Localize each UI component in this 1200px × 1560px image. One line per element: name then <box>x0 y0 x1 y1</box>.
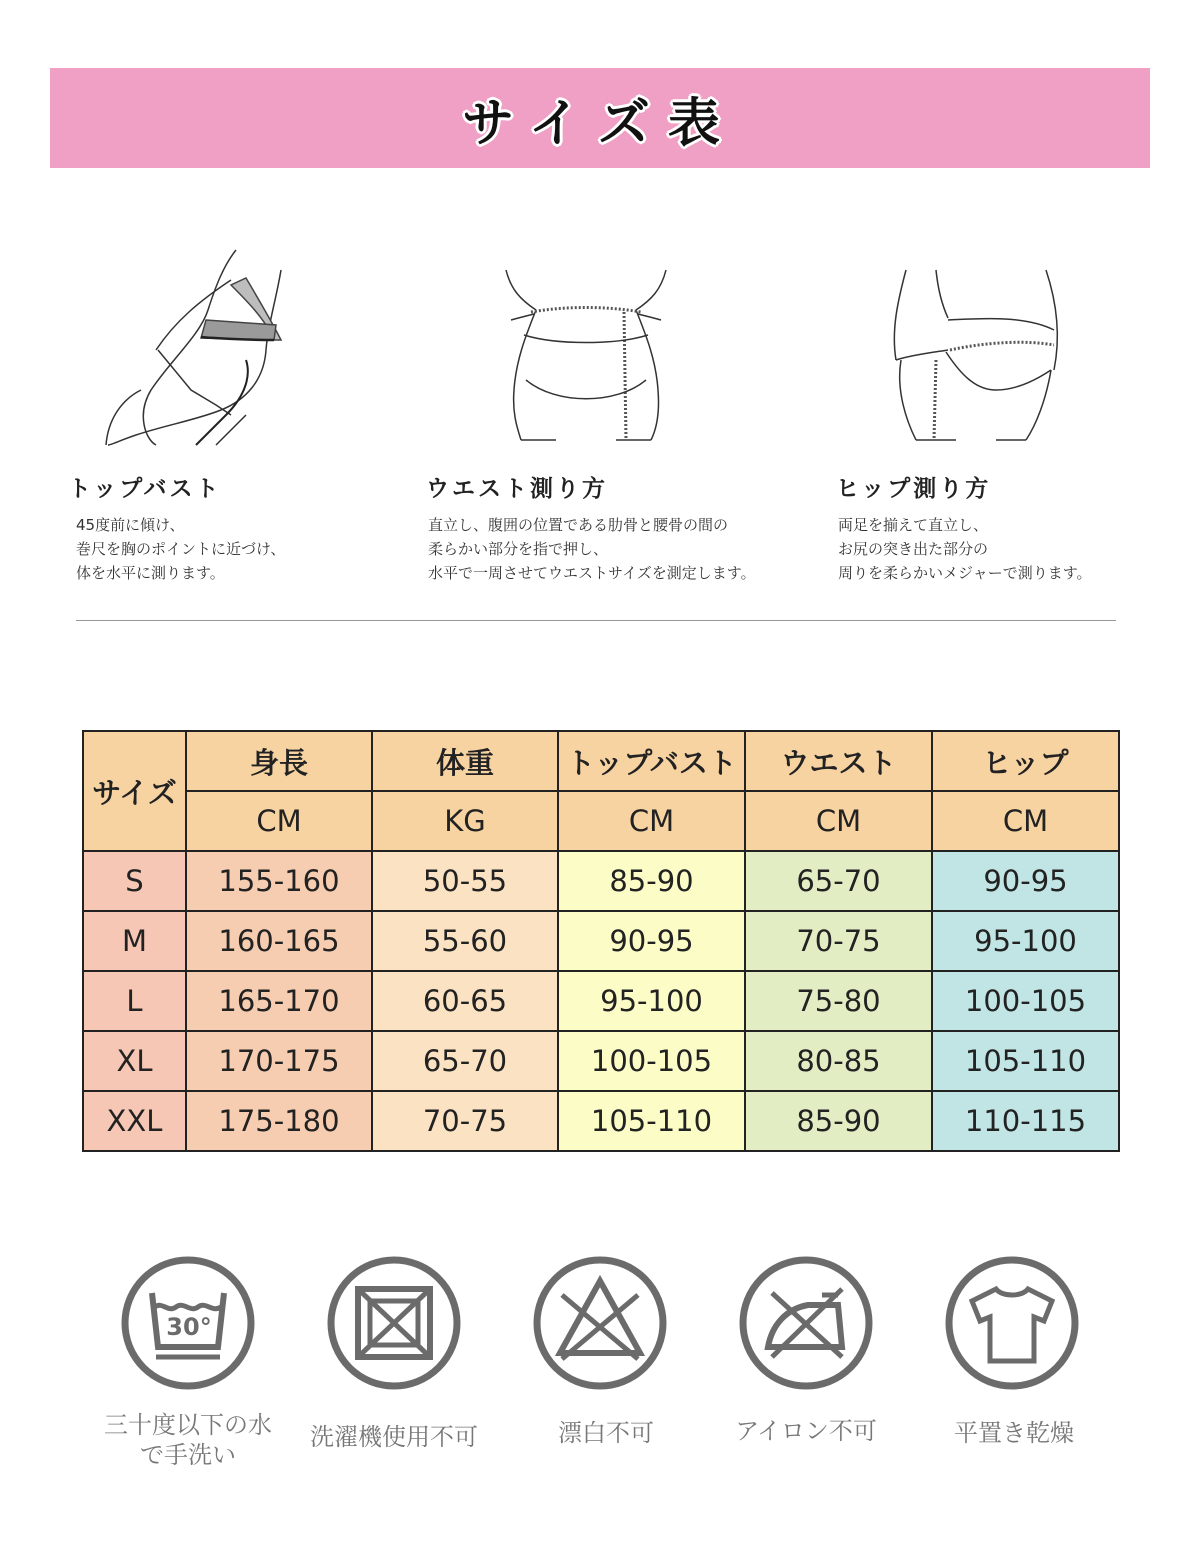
table-row <box>83 971 1119 1031</box>
table-cell: 175-180 <box>186 1091 372 1151</box>
table-row <box>83 1091 1119 1151</box>
care-label-no-machine: 洗濯機使用不可 <box>310 1423 478 1451</box>
table-cell: 105-110 <box>932 1031 1119 1091</box>
table-cell: 70-75 <box>372 1091 558 1151</box>
waist-measure-figure <box>496 240 676 455</box>
page-title: サイズ表 <box>462 93 738 154</box>
care-label-no-iron: アイロン不可 <box>735 1417 877 1445</box>
table-cell: 95-100 <box>558 971 745 1031</box>
size-cell: XXL <box>83 1091 186 1151</box>
table-cell: 100-105 <box>932 971 1119 1031</box>
size-cell: S <box>83 851 186 911</box>
size-table <box>82 730 1120 1152</box>
table-cell: 90-95 <box>558 911 745 971</box>
table-row <box>83 1031 1119 1091</box>
table-cell: 170-175 <box>186 1031 372 1091</box>
care-label-line: で手洗い <box>140 1441 236 1469</box>
no-iron-icon <box>738 1255 874 1391</box>
table-cell: 105-110 <box>558 1091 745 1151</box>
description-line: 直立し、腹囲の位置である肋骨と腰骨の間の <box>428 516 729 534</box>
table-cell: 80-85 <box>745 1031 932 1091</box>
flat-dry-icon <box>944 1255 1080 1391</box>
table-row <box>83 851 1119 911</box>
description-line: 巻尺を胸のポイントに近づけ、 <box>76 540 286 558</box>
temperature-label: 30° <box>166 1313 212 1341</box>
unit-header: CM <box>186 791 372 851</box>
no-bleach-icon <box>532 1255 668 1391</box>
table-cell: 95-100 <box>932 911 1119 971</box>
column-header: ヒップ <box>932 731 1119 791</box>
bust-measure-figure <box>96 240 296 455</box>
table-cell: 160-165 <box>186 911 372 971</box>
description-line: 両足を揃えて直立し、 <box>838 516 989 534</box>
care-label-no-bleach: 漂白不可 <box>558 1419 654 1447</box>
column-header: ウエスト <box>745 731 932 791</box>
table-cell: 155-160 <box>186 851 372 911</box>
table-cell: 65-70 <box>372 1031 558 1091</box>
description-line: 柔らかい部分を指で押し、 <box>428 540 609 558</box>
waist-measure-title: ウエスト測り方 <box>426 476 608 502</box>
table-cell: 50-55 <box>372 851 558 911</box>
section-divider <box>76 620 1116 621</box>
no-tumble-dry-icon <box>326 1255 462 1391</box>
column-header: トップバスト <box>558 731 745 791</box>
table-cell: 65-70 <box>745 851 932 911</box>
description-line: 体を水平に測ります。 <box>76 564 225 582</box>
table-cell: 75-80 <box>745 971 932 1031</box>
size-cell: M <box>83 911 186 971</box>
hip-measure-description <box>838 513 1092 585</box>
waist-measure-description <box>428 513 756 585</box>
table-cell: 90-95 <box>932 851 1119 911</box>
bust-measure-title: トップバスト <box>68 476 222 502</box>
unit-header: CM <box>932 791 1119 851</box>
hip-measure-title: ヒップ測り方 <box>836 476 992 502</box>
table-cell: 110-115 <box>932 1091 1119 1151</box>
table-row <box>83 911 1119 971</box>
unit-header: KG <box>372 791 558 851</box>
table-cell: 60-65 <box>372 971 558 1031</box>
care-label-line: 三十度以下の水 <box>104 1411 272 1439</box>
column-header: 身長 <box>186 731 372 791</box>
unit-header: CM <box>558 791 745 851</box>
title-banner <box>50 68 1150 168</box>
description-line: 45度前に傾け、 <box>76 516 185 534</box>
care-label-flat-dry: 平置き乾燥 <box>954 1419 1074 1447</box>
table-cell: 85-90 <box>745 1091 932 1151</box>
unit-header: CM <box>745 791 932 851</box>
bust-measure-description <box>76 513 285 585</box>
table-cell: 100-105 <box>558 1031 745 1091</box>
table-cell: 70-75 <box>745 911 932 971</box>
table-cell: 55-60 <box>372 911 558 971</box>
care-label-hand-wash <box>88 1410 288 1470</box>
table-cell: 165-170 <box>186 971 372 1031</box>
hip-measure-figure <box>876 240 1076 455</box>
description-line: 周りを柔らかいメジャーで測ります。 <box>838 564 1092 582</box>
description-line: お尻の突き出た部分の <box>838 540 989 558</box>
column-header: 体重 <box>372 731 558 791</box>
table-cell: 85-90 <box>558 851 745 911</box>
description-line: 水平で一周させてウエストサイズを測定します。 <box>428 564 756 582</box>
size-cell: XL <box>83 1031 186 1091</box>
size-header: サイズ <box>83 731 186 851</box>
wash-30-icon <box>120 1255 256 1391</box>
size-cell: L <box>83 971 186 1031</box>
